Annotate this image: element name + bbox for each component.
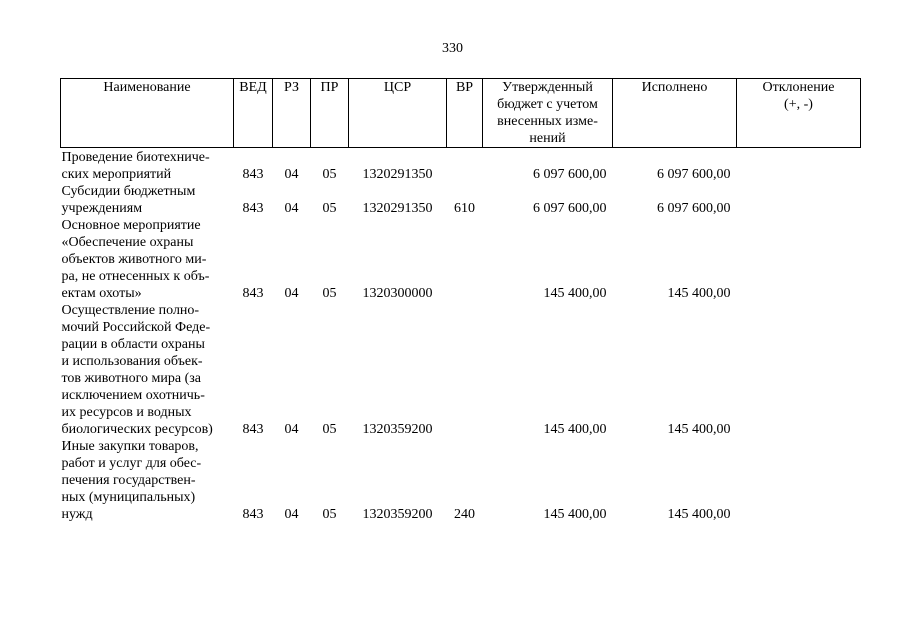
cell-vr [447, 148, 483, 184]
cell-deviation [737, 302, 861, 438]
cell-ved: 843 [242, 507, 264, 522]
cell-vr: 240 [454, 507, 475, 522]
text-line: Утвержденный [502, 80, 593, 95]
budget-execution-table [60, 78, 861, 523]
cell-name [61, 148, 234, 184]
text-line: бюджет с учетом [497, 97, 598, 112]
cell-pr: 05 [322, 167, 337, 182]
text-line: ПР [320, 80, 339, 95]
table-row [61, 438, 861, 523]
text-line: работ и услуг для обес- [61, 456, 202, 471]
table-row [61, 217, 861, 302]
table-row [61, 302, 861, 438]
cell-executed: 6 097 600,00 [657, 201, 731, 216]
cell-deviation [737, 438, 861, 523]
cell-executed: 145 400,00 [667, 286, 731, 301]
cell-rz: 04 [284, 201, 299, 216]
text-line: внесенных изме- [497, 114, 598, 129]
column-header-pr [311, 79, 349, 148]
cell-rz: 04 [284, 507, 299, 522]
text-line: их ресурсов и водных [61, 405, 192, 420]
cell-csr: 1320291350 [362, 167, 433, 182]
cell-approved-budget: 145 400,00 [543, 507, 607, 522]
cell-name [61, 217, 234, 302]
column-header-executed [613, 79, 737, 148]
cell-approved-budget: 145 400,00 [543, 286, 607, 301]
text-line: ВЕД [239, 80, 267, 95]
cell-csr: 1320291350 [362, 201, 433, 216]
cell-ved: 843 [242, 201, 264, 216]
cell-deviation [737, 217, 861, 302]
cell-ved: 843 [242, 286, 264, 301]
text-line: Проведение биотехниче- [61, 150, 210, 165]
table-row [61, 148, 861, 184]
column-header-approved-budget [483, 79, 613, 148]
text-line: объектов животного ми- [61, 252, 207, 267]
text-line: Основное мероприятие [61, 218, 201, 233]
text-line: Осуществление полно- [61, 303, 200, 318]
cell-approved-budget: 6 097 600,00 [533, 167, 607, 182]
text-line: и использования объек- [61, 354, 203, 369]
text-line: нужд [61, 507, 93, 522]
text-line: Субсидии бюджетным [61, 184, 196, 199]
text-line: РЗ [284, 80, 299, 95]
cell-rz: 04 [284, 286, 299, 301]
table-row [61, 183, 861, 217]
text-line: исключением охотничь- [61, 388, 205, 403]
table-header-row [61, 79, 861, 148]
text-line: рации в области охраны [61, 337, 205, 352]
text-line: ЦСР [383, 80, 412, 95]
cell-approved-budget: 6 097 600,00 [533, 201, 607, 216]
cell-rz: 04 [284, 167, 299, 182]
text-line: Наименование [103, 80, 191, 95]
cell-executed: 6 097 600,00 [657, 167, 731, 182]
cell-vr [447, 302, 483, 438]
text-line: тов животного мира (за [61, 371, 202, 386]
text-line: ских мероприятий [61, 167, 172, 182]
cell-pr: 05 [322, 201, 337, 216]
text-line: Отклонение [762, 80, 835, 95]
cell-rz: 04 [284, 422, 299, 437]
cell-ved: 843 [242, 422, 264, 437]
cell-vr [447, 217, 483, 302]
column-header-ved [234, 79, 273, 148]
text-line: ра, не отнесенных к объ- [61, 269, 210, 284]
text-line: печения государствен- [61, 473, 196, 488]
text-line: мочий Российской Федe- [61, 320, 211, 335]
cell-vr: 610 [454, 201, 475, 216]
text-line: Иные закупки товаров, [61, 439, 199, 454]
cell-approved-budget: 145 400,00 [543, 422, 607, 437]
cell-name [61, 302, 234, 438]
cell-csr: 1320300000 [362, 286, 433, 301]
text-line: учреждениям [61, 201, 143, 216]
column-header-rz [273, 79, 311, 148]
cell-executed: 145 400,00 [667, 422, 731, 437]
table-body [61, 148, 861, 524]
text-line: биологических ресурсов) [61, 422, 213, 437]
text-line: (+, -) [784, 97, 813, 112]
cell-pr: 05 [322, 286, 337, 301]
cell-csr: 1320359200 [362, 507, 433, 522]
text-line: ных (муниципальных) [61, 490, 196, 505]
column-header-name [61, 79, 234, 148]
text-line: нений [529, 131, 566, 146]
cell-pr: 05 [322, 507, 337, 522]
cell-deviation [737, 183, 861, 217]
column-header-deviation [737, 79, 861, 148]
text-line: ектам охоты» [61, 286, 142, 301]
text-line: ВР [455, 80, 474, 95]
cell-csr: 1320359200 [362, 422, 433, 437]
cell-ved: 843 [242, 167, 264, 182]
cell-executed: 145 400,00 [667, 507, 731, 522]
column-header-csr [349, 79, 447, 148]
text-line: «Обеспечение охраны [61, 235, 194, 250]
page-number: 330 [442, 41, 463, 56]
cell-name [61, 438, 234, 523]
text-line: Исполнено [641, 80, 708, 95]
column-header-vr [447, 79, 483, 148]
cell-name [61, 183, 234, 217]
cell-deviation [737, 148, 861, 184]
cell-pr: 05 [322, 422, 337, 437]
